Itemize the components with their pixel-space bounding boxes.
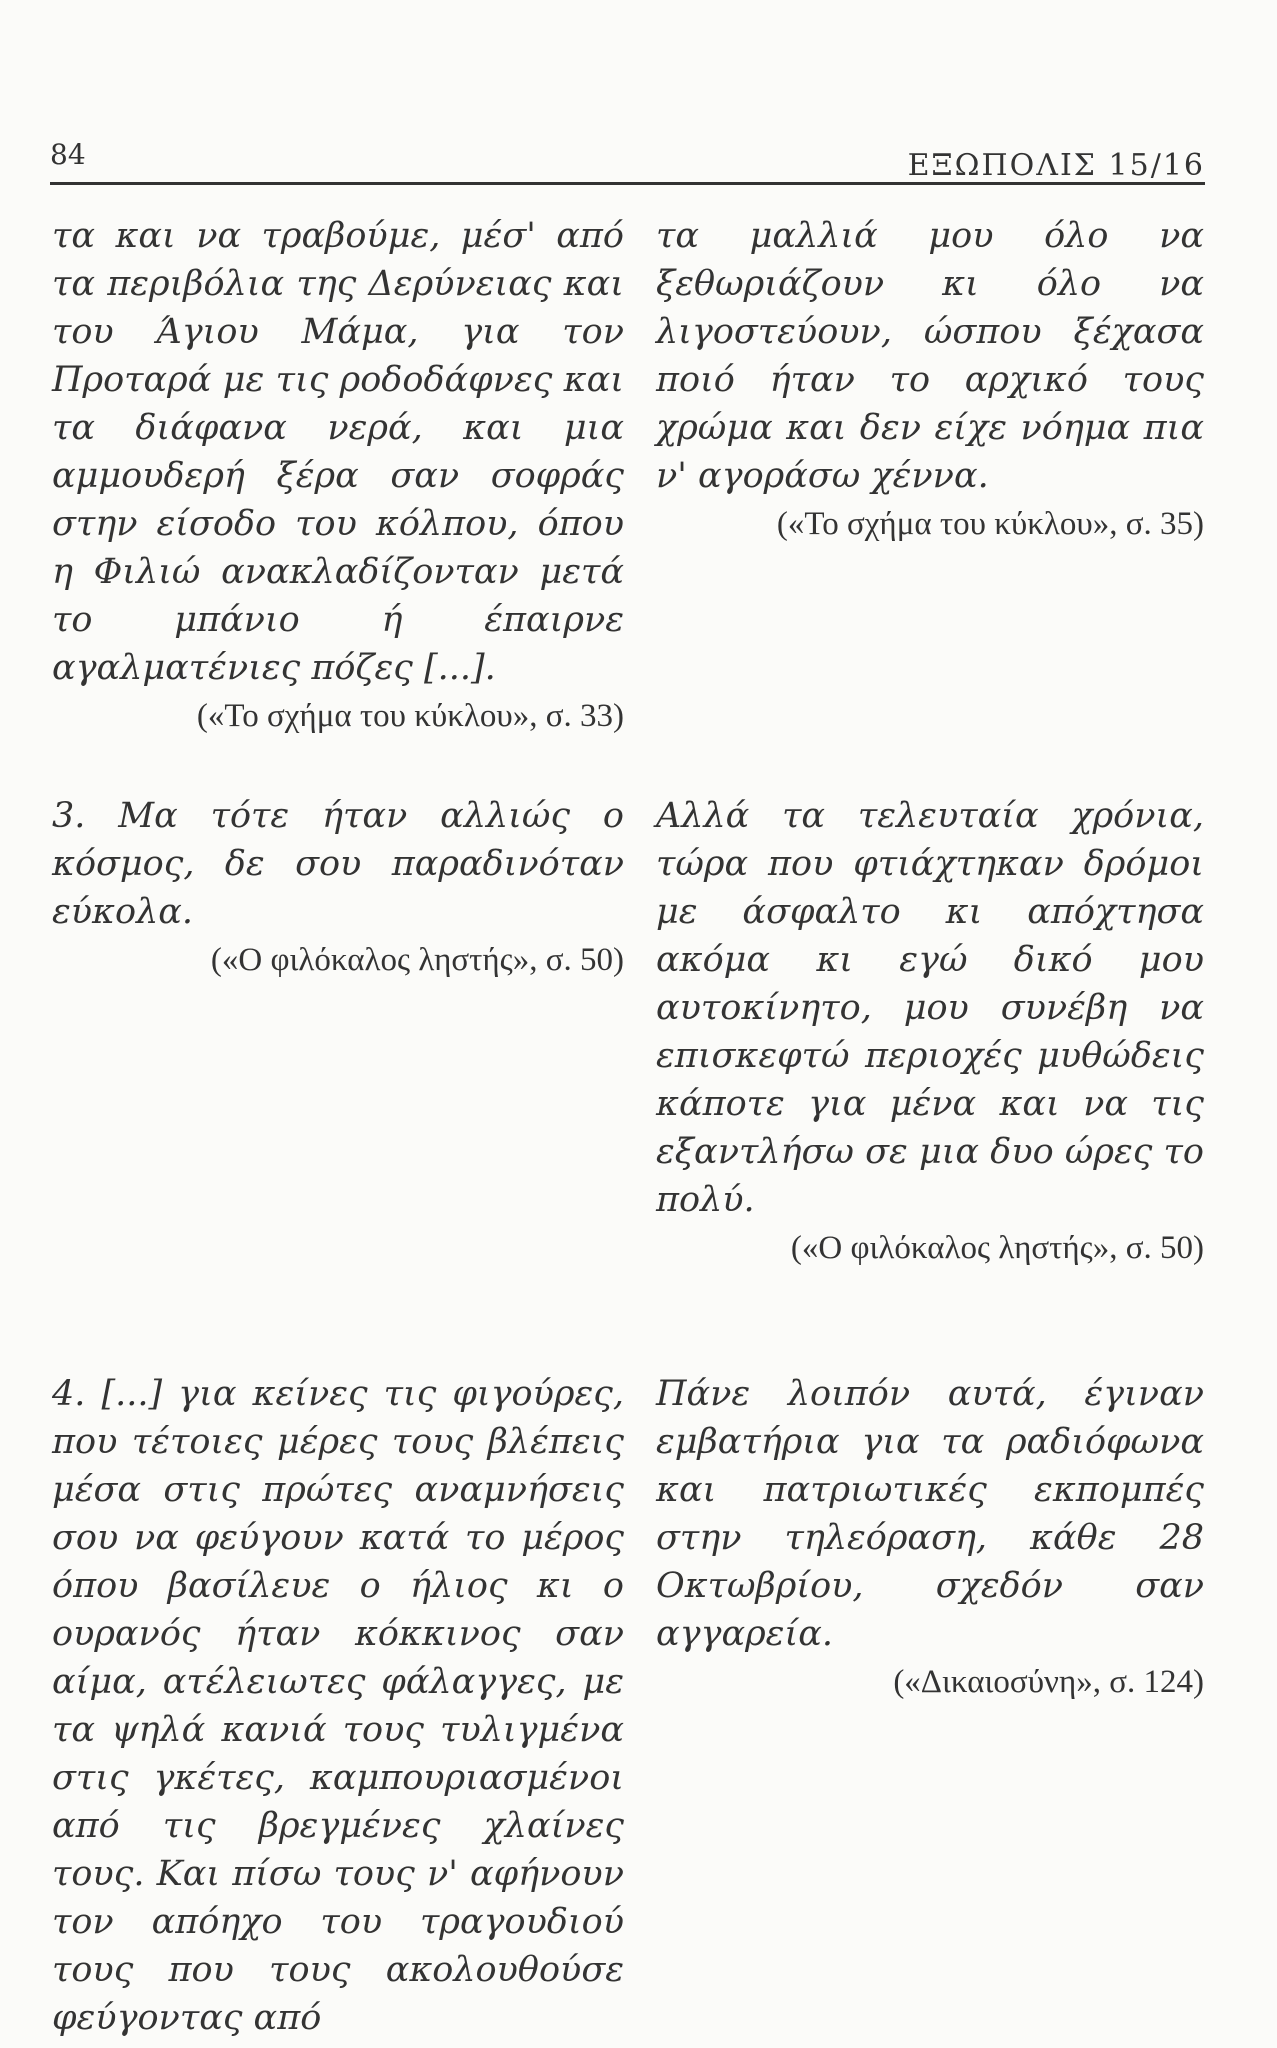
passage-citation: («Το σχήμα του κύκλου», σ. 35) <box>776 506 1204 542</box>
passage-text: 4. [...] για κείνες τις φιγούρες, που τέτοιες μέρες τους βλέπεις μέσα στις πρώτες αναμνήσεις σου να φεύγουν κατά το μέρος όπου βασίλευε ο ήλιος κι ο ουρανός ήταν κόκκινος σαν αίμα, ατέλειωτες φάλαγγες, με τα ψηλά κανιά τους τυλιγμένα στις γκέτες, καμπουριασμένοι από τις βρεγμένες χλαίνες τους. Και πίσω τους ν' αφήνουν τον απόηχο του τραγουδιού τους που τους ακολουθούσε φεύγοντας από <box>52 1374 624 2038</box>
passage-citation: («Το σχήμα του κύκλου», σ. 33) <box>196 698 624 734</box>
passage-block-5 <box>52 1370 624 2042</box>
passage-text: Αλλά τα τελευταία χρόνια, τώρα που φτιάχτηκαν δρόμοι με άσφαλτο κι απόχτησα ακόμα κι εγώ δικό μου αυτοκίνητο, μου συνέβη να επισκεφτώ περιοχές μυθώδεις κάποτε για μένα και να τις εξαντλήσω σε μια δυο ώρες το πολύ. <box>656 796 1204 1220</box>
passage-citation: («Ο φιλόκαλος ληστής», σ. 50) <box>790 1230 1204 1266</box>
passage-block-2 <box>656 212 1204 548</box>
passage-text: Πάνε λοιπόν αυτά, έγιναν εμβατήρια για τα ραδιόφωνα και πατριωτικές εκπομπές στην τηλεόραση, κάθε 28 Οκτωβρίου, σχεδόν σαν αγγαρεία. <box>656 1374 1204 1654</box>
journal-title: ΕΞΩΠΟΛΙΣ 15/16 <box>907 148 1205 183</box>
passage-block-4 <box>656 792 1204 1272</box>
passage-citation: («Ο φιλόκαλος ληστής», σ. 50) <box>210 942 624 978</box>
passage-text: τα και να τραβούμε, μέσ' από τα περιβόλια της Δερύνειας και του Άγιου Μάμα, για τον Προταρά με τις ροδοδάφνες και τα διάφανα νερά, και μια αμμουδερή ξέρα σαν σοφράς στην είσοδο του κόλπου, όπου η Φιλιώ ανακλαδίζονταν μετά το μπάνιο ή έπαιρνε αγαλματένιες πόζες [...]. <box>52 216 624 688</box>
page-number: 84 <box>50 138 86 171</box>
passage-citation: («Δικαιοσύνη», σ. 124) <box>893 1664 1204 1700</box>
page-header <box>50 138 1205 185</box>
passage-text: 3. Μα τότε ήταν αλλιώς ο κόσμος, δε σου παραδινόταν εύκολα. <box>52 796 624 932</box>
passage-block-1 <box>52 212 624 740</box>
passage-block-6 <box>656 1370 1204 1706</box>
passage-block-3 <box>52 792 624 984</box>
passage-text: τα μαλλιά μου όλο να ξεθωριάζουν κι όλο να λιγοστεύουν, ώσπου ξέχασα ποιό ήταν το αρχικό τους χρώμα και δεν είχε νόημα πια ν' αγοράσω χέννα. <box>656 216 1204 496</box>
